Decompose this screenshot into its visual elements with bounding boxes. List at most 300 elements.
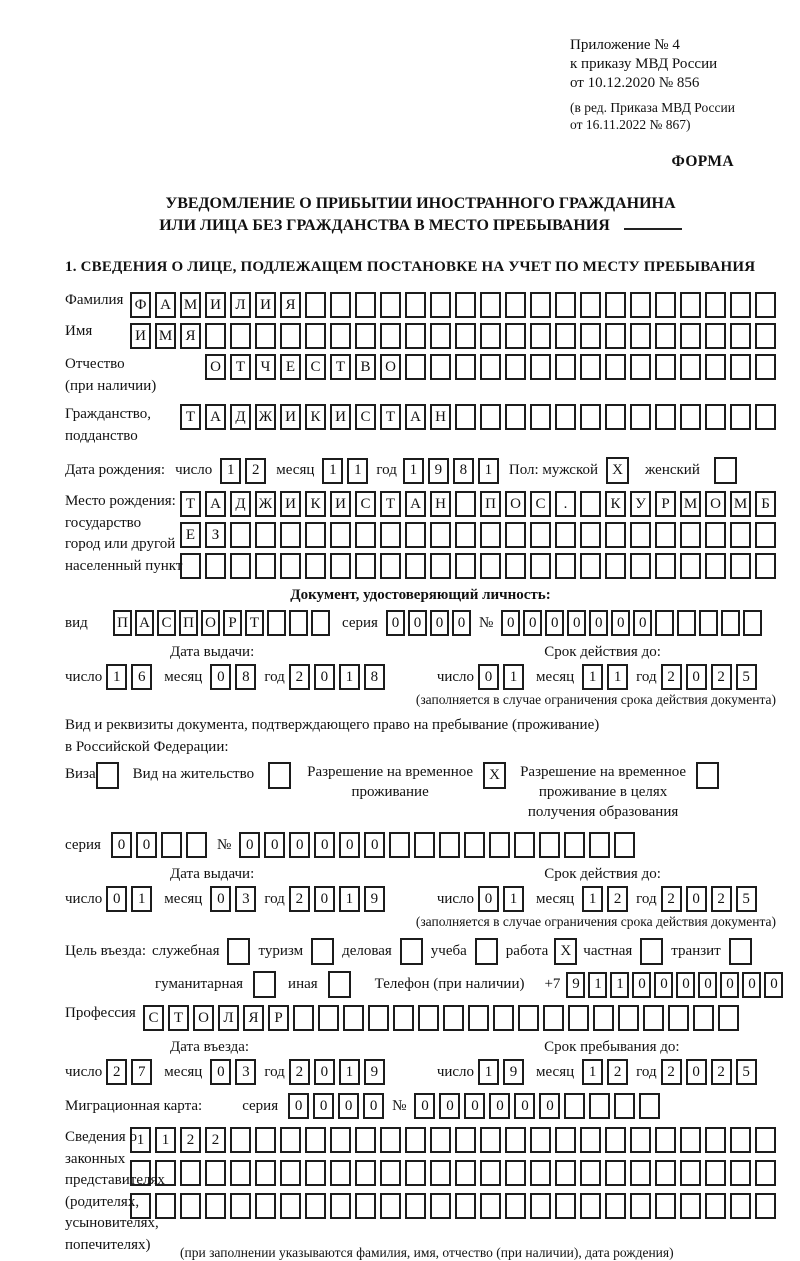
char-cell[interactable] <box>455 404 476 430</box>
char-cell[interactable] <box>605 404 626 430</box>
char-cell[interactable]: Ф <box>130 292 151 318</box>
char-cell[interactable] <box>330 292 351 318</box>
char-cell[interactable] <box>405 553 426 579</box>
char-cell[interactable]: А <box>205 491 226 517</box>
temp-residence-edu-checkbox[interactable] <box>696 762 719 789</box>
char-cell[interactable] <box>430 1127 451 1153</box>
doc-series-input[interactable] <box>386 610 471 636</box>
legal-reps-input-row2[interactable] <box>130 1160 776 1186</box>
char-cell[interactable] <box>343 1005 364 1031</box>
char-cell[interactable] <box>630 404 651 430</box>
char-cell[interactable]: Л <box>230 292 251 318</box>
char-cell[interactable] <box>205 553 226 579</box>
char-cell[interactable]: О <box>201 610 220 636</box>
char-cell[interactable]: У <box>630 491 651 517</box>
char-cell[interactable]: Д <box>230 491 251 517</box>
char-cell[interactable] <box>280 553 301 579</box>
char-cell[interactable]: 0 <box>313 1093 334 1119</box>
char-cell[interactable] <box>730 292 751 318</box>
char-cell[interactable]: 0 <box>632 972 651 998</box>
char-cell[interactable] <box>455 323 476 349</box>
char-cell[interactable] <box>289 610 308 636</box>
char-cell[interactable]: 0 <box>364 832 385 858</box>
char-cell[interactable] <box>355 1193 376 1219</box>
char-cell[interactable] <box>639 1093 660 1119</box>
char-cell[interactable] <box>505 1160 526 1186</box>
char-cell[interactable] <box>305 553 326 579</box>
char-cell[interactable] <box>205 1160 226 1186</box>
char-cell[interactable]: 0 <box>386 610 405 636</box>
char-cell[interactable] <box>455 491 476 517</box>
char-cell[interactable]: З <box>205 522 226 548</box>
char-cell[interactable] <box>555 522 576 548</box>
char-cell[interactable] <box>355 522 376 548</box>
char-cell[interactable]: 2 <box>711 886 732 912</box>
char-cell[interactable] <box>730 553 751 579</box>
char-cell[interactable] <box>655 522 676 548</box>
char-cell[interactable]: 0 <box>106 886 127 912</box>
surname-input[interactable] <box>130 292 776 318</box>
char-cell[interactable]: 2 <box>289 664 310 690</box>
char-cell[interactable]: 1 <box>588 972 607 998</box>
char-cell[interactable] <box>705 1127 726 1153</box>
char-cell[interactable] <box>555 354 576 380</box>
char-cell[interactable] <box>655 1127 676 1153</box>
purpose-tourism-checkbox[interactable] <box>311 938 334 965</box>
char-cell[interactable]: 5 <box>736 1059 757 1085</box>
char-cell[interactable] <box>580 1193 601 1219</box>
char-cell[interactable] <box>580 323 601 349</box>
char-cell[interactable] <box>755 292 776 318</box>
char-cell[interactable]: 1 <box>339 664 360 690</box>
char-cell[interactable] <box>730 1160 751 1186</box>
char-cell[interactable] <box>530 1193 551 1219</box>
char-cell[interactable]: Е <box>280 354 301 380</box>
char-cell[interactable]: М <box>680 491 701 517</box>
char-cell[interactable] <box>730 1127 751 1153</box>
id-issue-year-input[interactable] <box>289 664 385 690</box>
citizenship-input[interactable] <box>180 404 776 430</box>
char-cell[interactable]: 0 <box>414 1093 435 1119</box>
char-cell[interactable]: 1 <box>403 458 424 484</box>
char-cell[interactable] <box>680 522 701 548</box>
char-cell[interactable]: 0 <box>764 972 783 998</box>
char-cell[interactable]: С <box>157 610 176 636</box>
char-cell[interactable] <box>580 522 601 548</box>
char-cell[interactable]: 0 <box>589 610 608 636</box>
char-cell[interactable]: 2 <box>661 886 682 912</box>
char-cell[interactable]: 1 <box>503 664 524 690</box>
char-cell[interactable]: 0 <box>567 610 586 636</box>
char-cell[interactable] <box>430 1160 451 1186</box>
char-cell[interactable]: О <box>505 491 526 517</box>
char-cell[interactable] <box>655 553 676 579</box>
char-cell[interactable]: 0 <box>720 972 739 998</box>
char-cell[interactable] <box>680 323 701 349</box>
char-cell[interactable] <box>455 292 476 318</box>
char-cell[interactable] <box>555 404 576 430</box>
birth-place-input-row2[interactable] <box>180 522 776 548</box>
char-cell[interactable] <box>305 1127 326 1153</box>
char-cell[interactable]: 9 <box>503 1059 524 1085</box>
char-cell[interactable] <box>280 1160 301 1186</box>
char-cell[interactable] <box>480 1193 501 1219</box>
char-cell[interactable]: 9 <box>428 458 449 484</box>
id-valid-day-input[interactable] <box>478 664 524 690</box>
char-cell[interactable]: 0 <box>698 972 717 998</box>
char-cell[interactable] <box>580 292 601 318</box>
char-cell[interactable] <box>405 354 426 380</box>
char-cell[interactable]: 2 <box>289 886 310 912</box>
char-cell[interactable] <box>630 354 651 380</box>
char-cell[interactable]: 0 <box>314 832 335 858</box>
char-cell[interactable] <box>593 1005 614 1031</box>
char-cell[interactable] <box>580 491 601 517</box>
purpose-business-checkbox[interactable] <box>400 938 423 965</box>
char-cell[interactable] <box>405 1193 426 1219</box>
char-cell[interactable] <box>568 1005 589 1031</box>
char-cell[interactable] <box>530 323 551 349</box>
char-cell[interactable] <box>480 292 501 318</box>
char-cell[interactable]: Д <box>230 404 251 430</box>
char-cell[interactable]: 0 <box>210 664 231 690</box>
char-cell[interactable]: 1 <box>322 458 343 484</box>
char-cell[interactable]: 0 <box>338 1093 359 1119</box>
res-valid-day-input[interactable] <box>478 886 524 912</box>
char-cell[interactable]: 0 <box>210 886 231 912</box>
patronymic-input[interactable] <box>205 354 776 380</box>
char-cell[interactable] <box>480 1127 501 1153</box>
char-cell[interactable] <box>430 354 451 380</box>
char-cell[interactable] <box>718 1005 739 1031</box>
char-cell[interactable]: 1 <box>582 886 603 912</box>
char-cell[interactable] <box>605 1193 626 1219</box>
char-cell[interactable] <box>605 1127 626 1153</box>
char-cell[interactable] <box>555 553 576 579</box>
char-cell[interactable] <box>505 404 526 430</box>
char-cell[interactable] <box>280 323 301 349</box>
char-cell[interactable] <box>380 323 401 349</box>
char-cell[interactable] <box>205 323 226 349</box>
char-cell[interactable]: 0 <box>489 1093 510 1119</box>
char-cell[interactable] <box>680 404 701 430</box>
char-cell[interactable] <box>730 522 751 548</box>
char-cell[interactable] <box>580 404 601 430</box>
char-cell[interactable] <box>405 522 426 548</box>
char-cell[interactable] <box>693 1005 714 1031</box>
char-cell[interactable]: 0 <box>363 1093 384 1119</box>
char-cell[interactable] <box>605 522 626 548</box>
char-cell[interactable]: 1 <box>130 1127 151 1153</box>
purpose-private-checkbox[interactable] <box>640 938 663 965</box>
char-cell[interactable] <box>705 323 726 349</box>
char-cell[interactable] <box>655 1160 676 1186</box>
char-cell[interactable] <box>455 1160 476 1186</box>
mig-number-input[interactable] <box>414 1093 660 1119</box>
char-cell[interactable] <box>721 610 740 636</box>
char-cell[interactable]: Б <box>755 491 776 517</box>
char-cell[interactable] <box>480 553 501 579</box>
char-cell[interactable]: П <box>179 610 198 636</box>
char-cell[interactable] <box>414 832 435 858</box>
purpose-work-checkbox[interactable]: X <box>554 938 577 965</box>
char-cell[interactable]: 0 <box>514 1093 535 1119</box>
char-cell[interactable] <box>730 323 751 349</box>
char-cell[interactable]: А <box>205 404 226 430</box>
char-cell[interactable]: 0 <box>523 610 542 636</box>
char-cell[interactable] <box>555 1127 576 1153</box>
stay-month-input[interactable] <box>582 1059 628 1085</box>
char-cell[interactable]: 0 <box>686 1059 707 1085</box>
char-cell[interactable]: Т <box>330 354 351 380</box>
char-cell[interactable] <box>705 292 726 318</box>
char-cell[interactable]: 0 <box>464 1093 485 1119</box>
char-cell[interactable]: 3 <box>235 1059 256 1085</box>
res-issue-month-input[interactable] <box>210 886 256 912</box>
char-cell[interactable]: О <box>705 491 726 517</box>
char-cell[interactable] <box>305 323 326 349</box>
char-cell[interactable] <box>505 292 526 318</box>
char-cell[interactable] <box>439 832 460 858</box>
char-cell[interactable]: В <box>355 354 376 380</box>
char-cell[interactable]: Я <box>243 1005 264 1031</box>
char-cell[interactable] <box>755 1160 776 1186</box>
char-cell[interactable] <box>455 1193 476 1219</box>
char-cell[interactable] <box>443 1005 464 1031</box>
char-cell[interactable] <box>655 292 676 318</box>
char-cell[interactable]: 2 <box>661 1059 682 1085</box>
char-cell[interactable]: 1 <box>106 664 127 690</box>
char-cell[interactable]: 8 <box>364 664 385 690</box>
res-issue-day-input[interactable] <box>106 886 152 912</box>
char-cell[interactable]: 1 <box>610 972 629 998</box>
char-cell[interactable] <box>455 354 476 380</box>
char-cell[interactable] <box>505 1127 526 1153</box>
char-cell[interactable] <box>280 522 301 548</box>
char-cell[interactable] <box>643 1005 664 1031</box>
char-cell[interactable] <box>430 522 451 548</box>
char-cell[interactable] <box>430 553 451 579</box>
char-cell[interactable] <box>530 354 551 380</box>
char-cell[interactable] <box>305 292 326 318</box>
char-cell[interactable] <box>680 292 701 318</box>
char-cell[interactable] <box>255 553 276 579</box>
char-cell[interactable] <box>311 610 330 636</box>
char-cell[interactable]: 0 <box>654 972 673 998</box>
char-cell[interactable] <box>514 832 535 858</box>
char-cell[interactable] <box>380 292 401 318</box>
char-cell[interactable] <box>493 1005 514 1031</box>
purpose-official-checkbox[interactable] <box>227 938 250 965</box>
char-cell[interactable]: Т <box>180 404 201 430</box>
res-number-input[interactable] <box>239 832 635 858</box>
char-cell[interactable] <box>180 1160 201 1186</box>
char-cell[interactable] <box>405 1160 426 1186</box>
char-cell[interactable]: С <box>305 354 326 380</box>
char-cell[interactable] <box>743 610 762 636</box>
char-cell[interactable]: М <box>730 491 751 517</box>
char-cell[interactable] <box>614 1093 635 1119</box>
legal-reps-input-row3[interactable] <box>130 1193 776 1219</box>
char-cell[interactable] <box>555 1193 576 1219</box>
char-cell[interactable] <box>630 1127 651 1153</box>
char-cell[interactable]: Н <box>430 491 451 517</box>
char-cell[interactable] <box>630 1193 651 1219</box>
char-cell[interactable] <box>330 1160 351 1186</box>
char-cell[interactable]: Т <box>168 1005 189 1031</box>
char-cell[interactable] <box>230 1160 251 1186</box>
char-cell[interactable]: Н <box>430 404 451 430</box>
char-cell[interactable] <box>530 553 551 579</box>
char-cell[interactable]: А <box>405 404 426 430</box>
char-cell[interactable]: 2 <box>180 1127 201 1153</box>
char-cell[interactable] <box>699 610 718 636</box>
char-cell[interactable]: Р <box>268 1005 289 1031</box>
char-cell[interactable] <box>580 1127 601 1153</box>
char-cell[interactable] <box>255 323 276 349</box>
char-cell[interactable] <box>380 553 401 579</box>
char-cell[interactable]: 0 <box>264 832 285 858</box>
sex-female-checkbox[interactable] <box>714 457 737 484</box>
char-cell[interactable] <box>480 522 501 548</box>
char-cell[interactable]: К <box>305 404 326 430</box>
res-valid-month-input[interactable] <box>582 886 628 912</box>
char-cell[interactable] <box>455 1127 476 1153</box>
char-cell[interactable]: А <box>135 610 154 636</box>
char-cell[interactable] <box>368 1005 389 1031</box>
char-cell[interactable] <box>230 522 251 548</box>
char-cell[interactable] <box>555 323 576 349</box>
char-cell[interactable] <box>614 832 635 858</box>
char-cell[interactable] <box>505 354 526 380</box>
char-cell[interactable]: С <box>355 491 376 517</box>
sex-male-checkbox[interactable]: X <box>606 457 629 484</box>
char-cell[interactable]: 9 <box>364 886 385 912</box>
char-cell[interactable]: 1 <box>347 458 368 484</box>
name-input[interactable] <box>130 323 776 349</box>
char-cell[interactable]: 0 <box>742 972 761 998</box>
char-cell[interactable]: 8 <box>235 664 256 690</box>
char-cell[interactable]: 1 <box>155 1127 176 1153</box>
char-cell[interactable] <box>480 354 501 380</box>
entry-month-input[interactable] <box>210 1059 256 1085</box>
char-cell[interactable] <box>580 553 601 579</box>
char-cell[interactable]: 0 <box>430 610 449 636</box>
id-issue-month-input[interactable] <box>210 664 256 690</box>
char-cell[interactable]: 1 <box>582 1059 603 1085</box>
temp-residence-checkbox[interactable]: X <box>483 762 506 789</box>
char-cell[interactable] <box>280 1127 301 1153</box>
id-issue-day-input[interactable] <box>106 664 152 690</box>
char-cell[interactable] <box>543 1005 564 1031</box>
char-cell[interactable] <box>230 1193 251 1219</box>
char-cell[interactable] <box>430 1193 451 1219</box>
char-cell[interactable]: 0 <box>539 1093 560 1119</box>
char-cell[interactable] <box>318 1005 339 1031</box>
char-cell[interactable]: Т <box>230 354 251 380</box>
char-cell[interactable]: 1 <box>503 886 524 912</box>
char-cell[interactable]: 0 <box>111 832 132 858</box>
char-cell[interactable]: 0 <box>314 886 335 912</box>
char-cell[interactable] <box>380 522 401 548</box>
purpose-humanitarian-checkbox[interactable] <box>253 971 276 998</box>
char-cell[interactable] <box>430 323 451 349</box>
char-cell[interactable] <box>455 553 476 579</box>
char-cell[interactable] <box>755 1193 776 1219</box>
char-cell[interactable] <box>530 1160 551 1186</box>
char-cell[interactable] <box>230 553 251 579</box>
char-cell[interactable] <box>405 292 426 318</box>
char-cell[interactable]: Т <box>245 610 264 636</box>
char-cell[interactable] <box>480 323 501 349</box>
char-cell[interactable] <box>655 610 674 636</box>
char-cell[interactable] <box>630 292 651 318</box>
char-cell[interactable] <box>505 1193 526 1219</box>
char-cell[interactable]: 1 <box>220 458 241 484</box>
purpose-study-checkbox[interactable] <box>475 938 498 965</box>
char-cell[interactable] <box>255 1127 276 1153</box>
char-cell[interactable] <box>405 323 426 349</box>
char-cell[interactable] <box>305 522 326 548</box>
char-cell[interactable] <box>680 1193 701 1219</box>
char-cell[interactable]: 0 <box>633 610 652 636</box>
char-cell[interactable] <box>605 1160 626 1186</box>
char-cell[interactable] <box>489 832 510 858</box>
char-cell[interactable] <box>355 1127 376 1153</box>
char-cell[interactable] <box>630 522 651 548</box>
char-cell[interactable] <box>530 404 551 430</box>
char-cell[interactable] <box>655 354 676 380</box>
char-cell[interactable] <box>564 832 585 858</box>
char-cell[interactable]: О <box>380 354 401 380</box>
profession-input[interactable] <box>143 1005 739 1031</box>
char-cell[interactable]: 2 <box>106 1059 127 1085</box>
char-cell[interactable] <box>555 1160 576 1186</box>
char-cell[interactable]: И <box>330 491 351 517</box>
char-cell[interactable]: 0 <box>314 1059 335 1085</box>
char-cell[interactable] <box>430 292 451 318</box>
char-cell[interactable]: 9 <box>566 972 585 998</box>
char-cell[interactable] <box>468 1005 489 1031</box>
char-cell[interactable]: С <box>143 1005 164 1031</box>
char-cell[interactable]: Л <box>218 1005 239 1031</box>
char-cell[interactable] <box>668 1005 689 1031</box>
char-cell[interactable]: Ч <box>255 354 276 380</box>
res-issue-year-input[interactable] <box>289 886 385 912</box>
char-cell[interactable] <box>580 354 601 380</box>
char-cell[interactable] <box>655 323 676 349</box>
purpose-transit-checkbox[interactable] <box>729 938 752 965</box>
char-cell[interactable]: 2 <box>289 1059 310 1085</box>
char-cell[interactable]: 2 <box>245 458 266 484</box>
char-cell[interactable] <box>405 1127 426 1153</box>
id-valid-year-input[interactable] <box>661 664 757 690</box>
char-cell[interactable] <box>505 553 526 579</box>
char-cell[interactable] <box>330 553 351 579</box>
doc-kind-input[interactable] <box>113 610 330 636</box>
char-cell[interactable]: 0 <box>289 832 310 858</box>
char-cell[interactable] <box>605 354 626 380</box>
char-cell[interactable] <box>755 553 776 579</box>
char-cell[interactable]: 0 <box>478 664 499 690</box>
char-cell[interactable] <box>230 323 251 349</box>
char-cell[interactable]: О <box>193 1005 214 1031</box>
char-cell[interactable] <box>564 1093 585 1119</box>
char-cell[interactable]: 0 <box>239 832 260 858</box>
char-cell[interactable] <box>705 1160 726 1186</box>
char-cell[interactable]: 1 <box>339 886 360 912</box>
char-cell[interactable] <box>180 553 201 579</box>
